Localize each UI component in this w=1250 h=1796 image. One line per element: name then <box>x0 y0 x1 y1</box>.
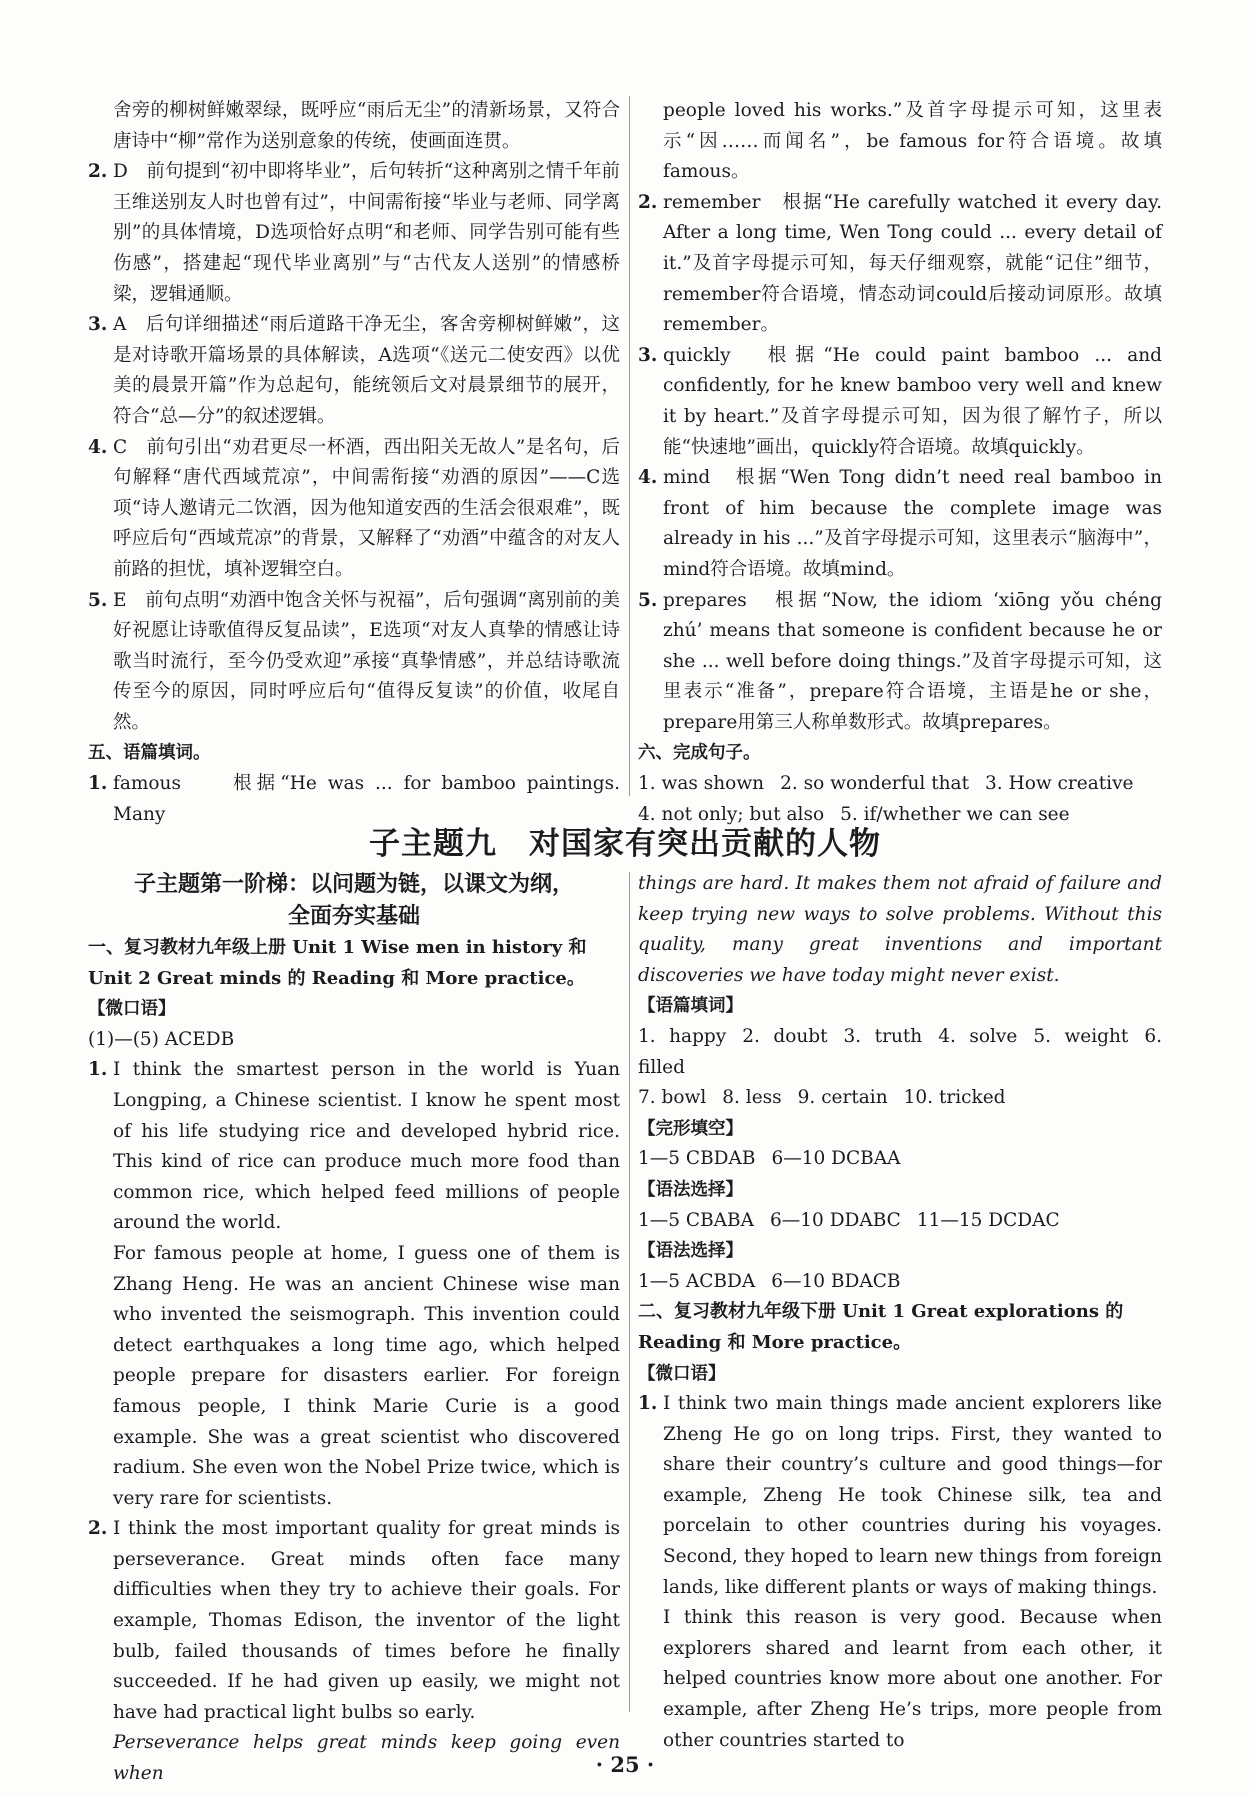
label-grammar: 【语法选择】 <box>638 1241 743 1262</box>
answer: 6—10 DDABC <box>770 1209 901 1231</box>
answer: 5. weight <box>1033 1025 1129 1047</box>
answer: 5. if/whether we can see <box>840 803 1070 825</box>
list-item <box>88 310 620 432</box>
answer: 3. How creative <box>985 773 1134 795</box>
item-paragraph: For famous people at home, I guess one of them is Zhang Heng. He was an ancient Chinese wise man who invented the seismograph. This invention could detect earthquakes a long time ago, which helped people prepare for disasters earlier. For foreign famous people, I think Marie Curie is a good example. She was a great scientist who discovered radium. She even won the Nobel Prize twice, which is very rare for scientists. <box>113 1242 620 1509</box>
answer-line <box>638 1206 1162 1237</box>
item-number: 2. <box>638 191 658 213</box>
label-micro: 【微口语】 <box>88 999 176 1020</box>
item-number: 4. <box>638 467 658 489</box>
item-text: quickly 根据“He could paint bamboo ... and confidently, for he knew bamboo very well and knew it by heart.”及首字母提示可知，因为很了解竹子，所以能“快速地”画出，quickly符合语境。故填quickly。 <box>663 344 1162 458</box>
item-number: 5. <box>88 589 108 611</box>
item-number: 4. <box>88 436 108 458</box>
top-left-column <box>88 96 620 830</box>
item-number: 1. <box>638 1393 658 1415</box>
section-heading: 二、复习教材九年级下册 Unit 1 Great explorations 的 Reading 和 More practice。 <box>638 1301 1124 1353</box>
continued-paragraph: people loved his works.”及首字母提示可知，这里表示“因……而闻名”，be famous for符合语境。故填famous。 <box>663 100 1162 183</box>
section-heading: 五、语篇填词。 <box>88 743 211 764</box>
answer: 2. so wonderful that <box>780 773 970 795</box>
item-text: E 前句点明“劝酒中饱含关怀与祝福”，后句强调“离别前的美好祝愿让诗歌值得反复品读”，E选项“对友人真挚的情感让诗歌当时流行，至今仍受欢迎”承接“真挚情感”，并总结诗歌流传至今的原因，同时呼应后句“值得反复读”的价值，收尾自然。 <box>113 589 620 733</box>
answer: 7. bowl <box>638 1087 707 1109</box>
column-divider <box>629 96 630 796</box>
answer: 1. happy <box>638 1025 727 1047</box>
answer: 10. tricked <box>903 1087 1006 1109</box>
label-cloze: 【完形填空】 <box>638 1118 743 1139</box>
list-item <box>88 157 620 310</box>
item-number: 2. <box>88 1518 108 1540</box>
answer: 1—5 CBDAB <box>638 1148 756 1170</box>
list-item <box>638 1389 1162 1756</box>
item-number: 5. <box>638 589 658 611</box>
item-text: mind 根据“Wen Tong didn’t need real bamboo in front of him because the complete image was already in his ...”及首字母提示可知，这里表示“脑海中”，mind符合语境。故填mind。 <box>663 467 1162 580</box>
answer: 6. filled <box>638 1025 1162 1078</box>
item-number: 2. <box>88 161 108 183</box>
item-paragraph: I think this reason is very good. Because when explorers shared and learnt from each other, it helped countries know more about one another. For example, after Zheng He’s trips, more people from other countries started to <box>663 1607 1162 1751</box>
item-text: C 前句引出“劝君更尽一杯酒，西出阳关无故人”是名句，后句解释“唐代西域荒凉”，中间需衔接“劝酒的原因”——C选项“诗人邀请元二饮酒，因为他知道安西的生活会很艰难”，既呼应后句“西域荒凉”的背景，又解释了“劝酒”中蕴含的对友人前路的担忧，填补逻辑空白。 <box>113 436 620 580</box>
subtitle <box>88 869 620 933</box>
item-text: D 前句提到“初中即将毕业”，后句转折“这种离别之情千年前王维送别友人时也曾有过”，中间需衔接“毕业与老师、同学离别”的具体情境，D选项恰好点明“和老师、同学告别可能有些伤感”，搭建起“现代毕业离别”与“古代友人送别”的情感桥梁，逻辑通顺。 <box>113 161 620 305</box>
answer: 9. certain <box>797 1087 888 1109</box>
item-paragraph: I think the smartest person in the world is Yuan Longping, a Chinese scientist. I know he spent most of his life studying rice and developed hybrid rice. This kind of rice can produce much more food than common rice, which helped feed millions of people around the world. <box>113 1059 620 1234</box>
list-item <box>638 188 1162 341</box>
answer-line <box>638 1267 1162 1298</box>
item-paragraph: Perseverance helps great minds keep going even when <box>113 1732 620 1785</box>
page-number: · 25 · <box>595 1752 655 1777</box>
answer-line: (1)—(5) ACEDB <box>88 1028 235 1050</box>
label-grammar: 【语法选择】 <box>638 1179 743 1200</box>
list-item <box>88 1514 620 1789</box>
answer: 6—10 BDACB <box>771 1270 901 1292</box>
answer: 4. solve <box>938 1025 1018 1047</box>
bottom-right-column <box>638 869 1162 1756</box>
item-text: remember 根据“He carefully watched it every day. After a long time, Wen Tong could ... every detail of it.”及首字母提示可知，每天仔细观察，就能“记住”细节，remember符合语境，情态动词could后接动词原形。故填remember。 <box>663 191 1162 336</box>
item-paragraph: I think the most important quality for great minds is perseverance. Great minds often face many difficulties when they try to achieve their goals. For example, Thomas Edison, the inventor of the light bulb, failed thousands of times before he finally succeeded. If he had given up easily, we might not have had practical light bulbs so early. <box>113 1518 620 1723</box>
list-item <box>638 463 1162 585</box>
answer: 1—5 ACBDA <box>638 1270 756 1292</box>
subtitle-line: 全面夯实基础 <box>287 904 420 929</box>
answer-line <box>638 1022 1162 1083</box>
section-heading: 一、复习教材九年级上册 Unit 1 Wise men in history 和 Unit 2 Great minds 的 Reading 和 More practice。 <box>88 937 587 989</box>
item-text: famous 根据“He was ... for bamboo paintings. Many <box>113 773 620 825</box>
topic-title: 子主题九 对国家有突出贡献的人物 <box>369 826 881 862</box>
intro-paragraph: 舍旁的柳树鲜嫩翠绿，既呼应“雨后无尘”的清新场景，又符合唐诗中“柳”常作为送别意象的传统，使画面连贯。 <box>113 100 620 152</box>
item-number: 3. <box>638 344 658 366</box>
item-paragraph: I think two main things made ancient explorers like Zheng He go on long trips. First, they wanted to share their country’s culture and good things—for example, Zheng He took Chinese silk, tea and porcelain to other countries during his voyages. Second, they hoped to learn new things from foreign lands, like different plants or ways of making things. <box>663 1393 1162 1598</box>
item-number: 3. <box>88 314 108 336</box>
answer: 1. was shown <box>638 773 765 795</box>
top-right-column <box>638 96 1162 830</box>
item-text: prepares 根据“Now, the idiom ‘xiōng yǒu chéng zhú’ means that someone is confident because he or she ... well before doing things.”及首字母提示可知，这里表示“准备”，prepare符合语境，主语是he or she，prepare用第三人称单数形式。故填prepares。 <box>663 589 1162 733</box>
item-text: A 后句详细描述“雨后道路干净无尘，客舍旁柳树鲜嫩”，这是对诗歌开篇场景的具体解读，A选项“《送元二使安西》以优美的晨景开篇”作为总起句，能统领后文对晨景细节的展开，符合“总—分”的叙述逻辑。 <box>113 314 620 427</box>
answer-line <box>638 1144 1162 1175</box>
answer: 1—5 CBABA <box>638 1209 754 1231</box>
answer: 8. less <box>722 1087 782 1109</box>
column-divider <box>629 872 630 1712</box>
list-item <box>88 433 620 586</box>
answer-line <box>638 1083 1162 1114</box>
bottom-left-column <box>88 869 620 1790</box>
answer: 11—15 DCDAC <box>916 1209 1060 1231</box>
answer: 3. truth <box>843 1025 923 1047</box>
item-number: 1. <box>88 773 108 795</box>
list-item <box>638 341 1162 463</box>
label-passage: 【语篇填词】 <box>638 996 743 1017</box>
answer: 6—10 DCBAA <box>771 1148 901 1170</box>
list-item <box>88 586 620 739</box>
list-item <box>88 1055 620 1514</box>
subtitle-line: 子主题第一阶梯：以问题为链，以课文为纲， <box>133 872 574 897</box>
list-item <box>638 586 1162 739</box>
answer: 2. doubt <box>742 1025 828 1047</box>
answer-line <box>638 769 1162 800</box>
section-heading: 六、完成句子。 <box>638 743 761 764</box>
label-micro: 【微口语】 <box>638 1363 726 1384</box>
item-number: 1. <box>88 1059 108 1081</box>
continued-paragraph: things are hard. It makes them not afraid of failure and keep trying new ways to solve problems. Without this quality, many great inventions and important discoveries we have today might never exist. <box>638 873 1162 986</box>
answer: 4. not only; but also <box>638 803 825 825</box>
